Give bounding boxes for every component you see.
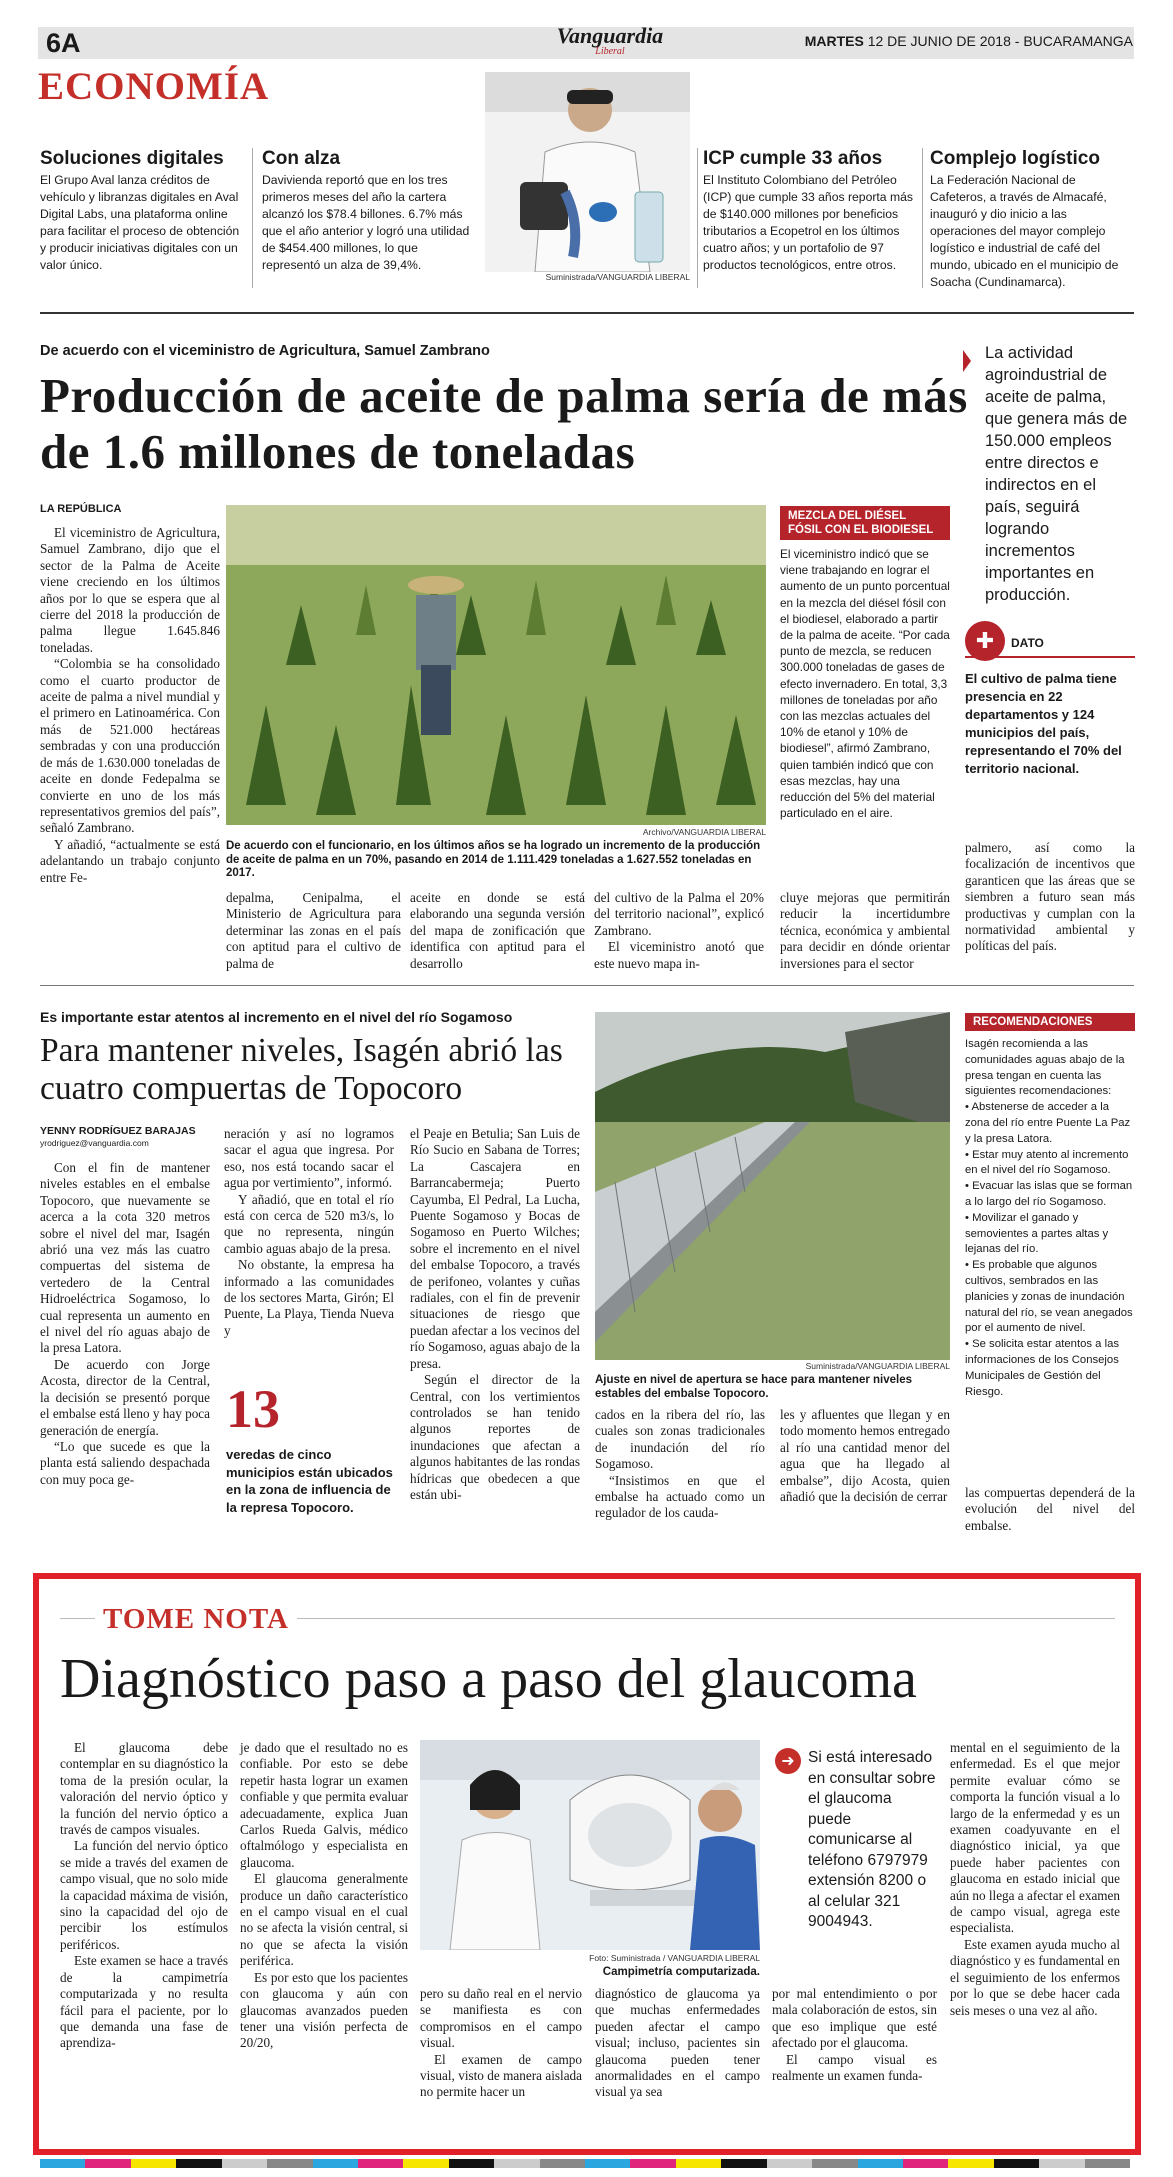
date-day: MARTES — [804, 33, 864, 49]
brief-title: Soluciones digitales — [40, 148, 224, 169]
paragraph: “Lo que sucede es que la planta está saliendo despachada con muy poca ge- — [40, 1438, 210, 1487]
palm-source: LA REPÚBLICA — [40, 503, 122, 515]
recommendation-item: • Es probable que algunos cultivos, sembrados en las planicies y zonas de inundación natural del río, se vean anegados por el aumento de nivel. — [965, 1259, 1133, 1335]
isagen-headline: Para mantener niveles, Isagén abrió las cuatro compuertas de Topocoro — [40, 1032, 563, 1107]
isagen-col-5 — [780, 1407, 950, 1505]
isagen-col-3 — [410, 1126, 580, 1503]
newspaper-logo — [540, 25, 680, 57]
paragraph: por mal entendimiento o por mala colaboración de estos, sin que eso implique que esté afectado por el glaucoma. — [772, 1986, 937, 2051]
glaucoma-col-3 — [420, 1986, 582, 2101]
campimetry-caption: Campimetría computarizada. — [602, 1966, 760, 1978]
contact-text: Si está interesado en consultar sobre el glaucoma puede comunicarse al teléfono 6797979 extensión 8200 o al celular 321 9004943. — [808, 1749, 936, 1930]
brief-4 — [930, 148, 1135, 291]
paragraph: el Peaje en Betulia; San Luis de Río Sucio en Sabana de Torres; La Cascajera en Barrancabermeja; Puerto Cayumba, El Pedral, La Lucha, Puente Sogamoso y Bocas de Sogamoso en Puerto Wilches; sobre el incremento en el nivel del embalse Topocoro, a través de perifoneo, volantes y cuñas radiales, con el fin de prevenir situaciones de riesgo que puedan afectar a los vecinos del río Sogamoso, aguas abajo de la presa. — [410, 1126, 580, 1371]
campimetry-photo — [420, 1740, 760, 1950]
paragraph: El viceministro de Agricultura, Samuel Zambrano, dijo que el sector de la Palma de Aceite viene creciendo en los últimos años por lo que se espera que al cierre del 2018 la producción de palma llegue 1.645.846 toneladas. — [40, 525, 220, 655]
palm-photo — [226, 505, 766, 825]
glaucoma-col-4 — [595, 1986, 760, 2101]
paragraph: depalma, Cenipalma, el Ministerio de Agricultura para determinar las zonas en el país con aptitud para el cultivo de palma de — [226, 890, 401, 971]
palm-col-1 — [40, 525, 220, 886]
isagen-author: YENNY RODRÍGUEZ BARAJAS — [40, 1125, 196, 1137]
recommendation-text: Estar muy atento al incremento en el nivel del río Sogamoso. — [965, 1148, 1129, 1177]
section-title: ECONOMÍA — [38, 65, 270, 108]
recommendation-item: • Abstenerse de acceder a la zona del río entre Puente La Paz y la presa Latora. — [965, 1101, 1131, 1145]
brief-1 — [40, 148, 245, 274]
paragraph: “Colombia se ha consolidado como el cuarto productor de aceite de palma a nivel mundial y el primero en Latinoamérica. Con más de 521.000 hectáreas sembradas y con una producción de más de 1.630.000 toneladas de aceite en donde Fedepalma se convierte en uno de los más representativos gremios del país”, señaló Zambrano. — [40, 656, 220, 836]
header-date — [805, 33, 1133, 49]
dato-header — [965, 630, 1135, 658]
campimetry-photo-credit: Foto: Suministrada / VANGUARDIA LIBERAL — [589, 1953, 760, 1963]
glaucoma-col-1 — [60, 1740, 228, 2052]
paragraph: je dado que el resultado no es confiable. Por esto se debe repetir hasta lograr un examen confiable y que permita evaluar adecuadamente, explica Juan Carlos Rueda Galvis, médico oftalmólogo y especialista en glaucoma. — [240, 1740, 408, 1870]
paragraph: Con el fin de mantener niveles estables en el embalse Topocoro, que nuevamente se acerca a la cota 320 metros sobre el nivel del mar, Isagén abrió una vez más las cuatro compuertas del sistema de vertedero de la Central Hidroeléctrica Sogamoso, lo cual representa un aumento en el nivel del río aguas abajo de la presa Latora. — [40, 1160, 210, 1356]
recommendations-list — [965, 1100, 1135, 1400]
recommendations-intro: Isagén recomienda a las comunidades aguas abajo de la presa tengan en cuenta las siguientes recomendaciones: — [965, 1038, 1125, 1098]
recommendation-text: Es probable que algunos cultivos, sembrados en las planicies y zonas de inundación natural del río, se vean anegados por el aumento de nivel. — [965, 1259, 1133, 1335]
dam-photo — [595, 1012, 950, 1360]
palm-col-2 — [226, 890, 401, 972]
paragraph: diagnóstico de glaucoma ya que muchas enfermedades pueden afectar el campo visual; incluso, pacientes sin glaucoma pueden tener anormalidades en el campo visual ya sea — [595, 1986, 760, 2100]
paragraph: aceite en donde se está elaborando una segunda versión del mapa de zonificación que identifica con aptitud para el desarrollo — [410, 890, 585, 971]
diesel-box-text: El viceministro indicó que se viene trabajando en lograr el aumento de un punto porcentual en la mezcla del diésel fósil con el biodiesel, elaborado a partir de la palma de aceite. “Por cada punto de mezcla, se reducen 300.000 toneladas de gases de efecto invernadero. En total, 3,3 millones de toneladas por año con las mezclas actuales del 10% de etanol y 10% de biodiesel”, afirmó Zambrano, quien también indicó que con esas mezclas, hay una reducción del 5% del material particulado en el aire. — [780, 547, 950, 821]
lab-photo-credit: Suministrada/VANGUARDIA LIBERAL — [545, 272, 690, 282]
paragraph: La función del nervio óptico se mide a través del examen de campo visual, que no solo mide la capacidad máxima de visión, sino la capacidad del ojo de percibir los estímulos periféricos. — [60, 1838, 228, 1952]
divider — [697, 148, 698, 288]
rule — [40, 985, 1134, 986]
glaucoma-headline: Diagnóstico paso a paso del glaucoma — [60, 1648, 917, 1710]
diesel-box — [780, 506, 950, 821]
palm-col-4 — [594, 890, 764, 972]
dato-icon: ✚ — [965, 621, 1005, 661]
isagen-col-6 — [965, 1485, 1135, 1534]
recommendation-text: Abstenerse de acceder a la zona del río entre Puente La Paz y la presa Latora. — [965, 1101, 1131, 1145]
diesel-box-title: MEZCLA DEL DIÉSEL FÓSIL CON EL BIODIESEL — [780, 506, 950, 540]
paragraph: El glaucoma generalmente produce un daño característico en el campo visual en el cual no se afecta la visión central, si no que se afecta la visión periférica. — [240, 1871, 408, 1969]
paragraph: mental en el seguimiento de la enfermedad. Es el que mejor permite evaluar cómo se comporta la función visual a lo largo de la enfermedad y es un examen coadyuvante en el diagnóstico inicial, ya que puede haber pacientes con glaucoma en estado inicial que aún no llega a afectar el examen de campo visual, agrega este especialista. — [950, 1740, 1120, 1936]
brief-3 — [703, 148, 918, 274]
paragraph: cluye mejoras que permitirán reducir la incertidumbre técnica, económica y ambiental para decidir en dónde orientar inversiones para el sector — [780, 890, 950, 971]
dam-photo-caption: Ajuste en nivel de apertura se hace para mantener niveles estables del embalse Topocoro. — [595, 1374, 913, 1400]
paragraph: les y afluentes que llegan y en todo momento hemos entregado al río una cantidad menor del agua que ha llegado al embalse”, dijo Acosta, quien añadió que la decisión de cerrar — [780, 1407, 950, 1505]
stat-text: veredas de cinco municipios están ubicados en la zona de influencia de la represa Topocoro. — [226, 1447, 393, 1515]
recommendation-item: • Se solicita estar atentos a las informaciones de los Consejos Municipales de Gestión del Riesgo. — [965, 1338, 1120, 1398]
paragraph: “Insistimos en que el embalse ha actuado como un regulador de los cauda- — [595, 1472, 765, 1521]
contact-arrow-icon: ➜ — [775, 1748, 801, 1774]
print-color-bar — [40, 2159, 1130, 2168]
date-rest: 12 DE JUNIO DE 2018 - BUCARAMANGA — [867, 33, 1133, 49]
dato-text: El cultivo de palma tiene presencia en 22 departamentos y 124 municipios del país, representando el 70% del territorio nacional. — [965, 671, 1122, 776]
paragraph: Este examen se hace a través de la campimetría computarizada y no resulta fácil para el paciente, por lo que demanda una fase de aprendiza- — [60, 1953, 228, 2051]
palm-headline: Producción de aceite de palma sería de más de 1.6 millones de toneladas — [40, 368, 968, 479]
paragraph: El campo visual es realmente un examen funda- — [772, 2051, 937, 2084]
paragraph: Según el director de la Central, con los vertimientos controlados se han tenido algunos reportes de inundaciones que afectan a algunos habitantes de las rondas hídricas que obedecen a que están ubi- — [410, 1372, 580, 1502]
paragraph: pero su daño real en el nervio se manifiesta es con compromisos en el campo visual. — [420, 1986, 582, 2051]
dato-box — [965, 630, 1135, 778]
palm-col-5 — [780, 890, 950, 972]
palm-col-3 — [410, 890, 585, 972]
palm-kicker: De acuerdo con el viceministro de Agricultura, Samuel Zambrano — [40, 343, 490, 359]
paragraph: cados en la ribera del río, las cuales son zonas tradicionales de inundación del río Sogamoso. — [595, 1407, 765, 1472]
rule — [40, 312, 1134, 314]
dam-photo-credit: Suministrada/VANGUARDIA LIBERAL — [805, 1361, 950, 1371]
brief-title: Complejo logístico — [930, 148, 1100, 169]
recommendations-box — [965, 1013, 1135, 1400]
page-number: 6A — [46, 28, 81, 58]
paragraph: palmero, así como la focalización de incentivos que garanticen que las áreas que se siembren a futuro sean más productivas y cumplan con la normatividad ambiental y políticas del país. — [965, 840, 1135, 954]
glaucoma-col-5 — [772, 1986, 937, 2084]
glaucoma-col-2 — [240, 1740, 408, 2052]
brief-text: La Federación Nacional de Cafeteros, a través de Almacafé, inauguró y dio inicio a las operaciones del mayor complejo logístico e industrial de café del mundo, ubicado en el municipio de Soacha (Cundinamarca). — [930, 173, 1119, 289]
stat-number: 13 — [226, 1379, 280, 1439]
recommendation-item: • Evacuar las islas que se forman a lo largo del río Sogamoso. — [965, 1180, 1133, 1208]
paragraph: neración y así no logramos sacar el agua que ingresa. Por eso, nos está tocando sacar el agua por vertimiento”, informó. — [224, 1126, 394, 1191]
paragraph: Y añadió, que en total el río está con cerca de 520 m3/s, lo que no representa, ningún cambio aguas abajo de la presa. — [224, 1191, 394, 1256]
paragraph: Este examen ayuda mucho al diagnóstico y es fundamental en el seguimiento de los enfermos por lo que se debe hacer cada seis meses o una vez al año. — [950, 1936, 1120, 2018]
dato-label: DATO — [1011, 636, 1044, 650]
brief-text: El Grupo Aval lanza créditos de vehículo y libranzas digitales en Aval Digital Labs, una plataforma online para facilitar el proceso de obtención y producir iniciativas digitales con un valor único. — [40, 173, 240, 272]
paragraph: del cultivo de la Palma el 20% del territorio nacional”, explicó Zambrano. — [594, 890, 764, 938]
recommendation-text: Movilizar el ganado y semovientes a partes altas y lejanas del río. — [965, 1211, 1109, 1256]
recommendation-text: Se solicita estar atentos a las informaciones de los Consejos Municipales de Gestión del Riesgo. — [965, 1338, 1120, 1398]
recommendation-item: • Estar muy atento al incremento en el nivel del río Sogamoso. — [965, 1148, 1129, 1177]
paragraph: El glaucoma debe contemplar en su diagnóstico la toma de la presión ocular, la valoración del nervio óptico y la función del nervio óptico a través de campos visuales. — [60, 1740, 228, 1838]
isagen-kicker: Es importante estar atentos al incremento en el nivel del río Sogamoso — [40, 1009, 513, 1025]
isagen-col-1 — [40, 1160, 210, 1488]
pull-quote: La actividad agroindustrial de aceite de palma, que genera más de 150.000 empleos entre directos e indirectos en el país, seguirá logrando incrementos importantes en producción. — [985, 344, 1128, 604]
paragraph: El examen de campo visual, visto de manera aislada no permite hacer un — [420, 2051, 582, 2100]
paragraph: De acuerdo con Jorge Acosta, director de la Central, la decisión se presentó porque el embalse está lleno y hay poca generación de energía. — [40, 1356, 210, 1438]
paragraph: Y añadió, “actualmente se está adelantando un trabajo conjunto entre Fe- — [40, 836, 220, 885]
isagen-email: yrodriguez@vanguardia.com — [40, 1138, 149, 1148]
logo-main: Vanguardia — [556, 23, 664, 48]
paragraph: No obstante, la empresa ha informado a las comunidades de los sectores Marta, Girón; El Puente, La Playa, Tienda Nueva y — [224, 1257, 394, 1338]
palm-photo-credit: Archivo/VANGUARDIA LIBERAL — [642, 827, 766, 837]
palm-col-6 — [965, 840, 1135, 955]
paragraph: Es por esto que los pacientes con glaucoma y aún con glaucomas avanzados pueden tener una visión perfecta de 20/20, — [240, 1969, 408, 2051]
isagen-col-4 — [595, 1407, 765, 1522]
paragraph: las compuertas dependerá de la evolución del nivel del embalse. — [965, 1485, 1135, 1533]
recommendation-text: Evacuar las islas que se forman a lo largo del río Sogamoso. — [965, 1180, 1133, 1208]
logo-sub: Liberal — [595, 46, 625, 57]
tome-nota-label: TOME NOTA — [95, 1603, 297, 1636]
paragraph: El viceministro anotó que este nuevo mapa in- — [594, 939, 764, 971]
brief-2 — [262, 148, 472, 274]
brief-title: ICP cumple 33 años — [703, 148, 883, 169]
recommendation-item: • Movilizar el ganado y semovientes a partes altas y lejanas del río. — [965, 1211, 1109, 1256]
glaucoma-col-6 — [950, 1740, 1120, 2019]
palm-photo-caption: De acuerdo con el funcionario, en los últimos años se ha logrado un incremento de la producción de aceite de palma en un 70%, pasando en 2014 de 1.111.429 toneladas a 1.627.552 toneladas en 2017. — [226, 840, 761, 879]
brief-text: El Instituto Colombiano del Petróleo (ICP) que cumple 33 años reporta más de $140.000 millones por beneficios tributarios a Ecopetrol en los últimos cuatro años; y un portafolio de 97 productos tecnológicos, entre otros. — [703, 173, 913, 272]
divider — [922, 148, 923, 288]
recommendations-title: RECOMENDACIONES — [965, 1013, 1135, 1031]
lab-photo — [485, 72, 690, 272]
brief-text: Davivienda reportó que en los tres primeros meses del año la cartera alcanzó los $78.4 billones. 6.7% más que el año anterior y logró una utilidad de $454.400 millones, lo que representó un alza de 39,4%. — [262, 173, 470, 272]
isagen-col-2 — [224, 1126, 394, 1339]
brief-title: Con alza — [262, 148, 341, 169]
divider — [252, 148, 253, 288]
